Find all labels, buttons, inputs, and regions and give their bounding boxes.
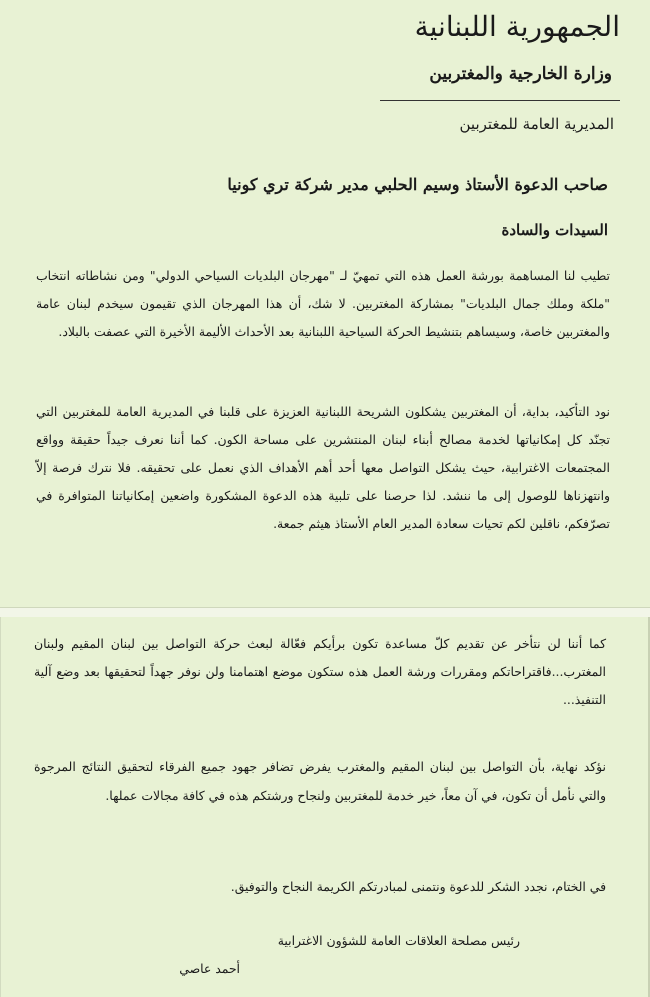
directorate-heading: المديرية العامة للمغتربين	[459, 115, 614, 133]
ministry-heading: وزارة الخارجية والمغتربين	[429, 64, 612, 84]
signature-name: أحمد عاصي	[179, 961, 240, 976]
paragraph-3: كما أننا لن نتأخر عن تقديم كلّ مساعدة تكون برأيكم فعّالة لبعث حركة التواصل بين لبنان المقيم ولبنان المغترب...فاقتراحاتكم ومقررات ورشة العمل هذه ستكون موضع اهتمامنا ولن نوفر جهداً لتحقيقها بعد وضع آلية التنفيذ...	[34, 636, 606, 707]
paragraph-1: تطيب لنا المساهمة بورشة العمل هذه التي تمهيّ لـ "مهرجان البلديات السياحي الدولي" ومن نشاطاته انتخاب "ملكة وملك جمال البلديات" بمشاركة المغتربين. لا شك، أن هذا المهرجان الذي تقيمون سيخدم لبنان عامة والمغتربين خاصة، وسيساهم بتنشيط الحركة السياحية اللبنانية بعد الأحداث الأليمة الأخيرة التي عصفت بالبلاد.	[36, 268, 610, 339]
salutation: السيدات والسادة	[501, 221, 608, 239]
paragraph-5: في الختام، نجدد الشكر للدعوة ونتمنى لمبادرتكم الكريمة النجاح والتوفيق.	[230, 879, 606, 894]
paragraph-2: نود التأكيد، بداية، أن المغتربين يشكلون الشريحة اللبنانية العزيزة على قلبنا في المديرية العامة للمغتربين التي تجنّد كل إمكانياتها لخدمة مصالح أبناء لبنان المنتشرين على مساحة الكون. كما أننا نعرف جيداً حقيقة وواقع المجتمعات الاغترابية، حيث يشكل التواصل معها أحد أهم الأهداف الذي نعمل على تحقيقه. فلا نترك فرصة إلاّ وانتهزناها للوصول إلى ما ننشد. لذا حرصنا على تلبية هذه الدعوة المشكورة واضعين إمكانياتنا المتوافرة في تصرّفكم، ناقلين لكم تحيات سعادة المدير العام الأستاذ هيثم جمعة.	[36, 404, 610, 531]
page-gap	[0, 608, 650, 617]
signature-title: رئيس مصلحة العلاقات العامة للشؤون الاغترابية	[277, 933, 520, 948]
addressee-line: صاحب الدعوة الأستاذ وسيم الحلبي مدير شركة تري كونيا	[227, 175, 608, 194]
letterhead-divider	[380, 100, 620, 101]
paragraph-4: نؤكد نهاية، بأن التواصل بين لبنان المقيم والمغترب يفرض تضافر جهود جميع الفرقاء لتحقيق النتائج المرجوة والتي نأمل أن تكون، في آن معاً، خير خدمة للمغتربين ولنجاح ورشتكم هذه في كافة مجالات عملها.	[34, 759, 606, 803]
republic-heading: الجمهورية اللبنانية	[414, 10, 620, 43]
